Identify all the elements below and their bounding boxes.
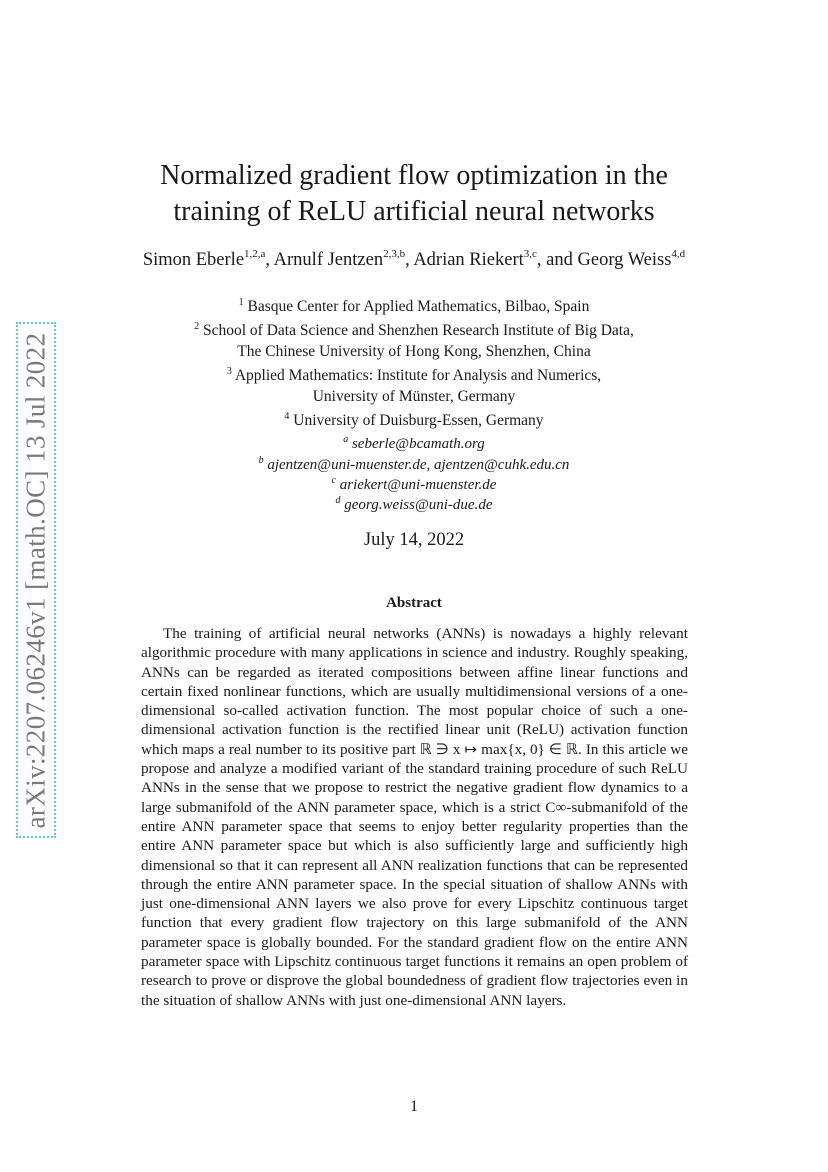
- author-name: Georg Weiss: [577, 250, 672, 270]
- email-d: [100, 495, 728, 516]
- title-line-2: training of ReLU artificial neural networks: [173, 196, 655, 227]
- affiliation-3: [100, 365, 728, 407]
- email-text: ajentzen@uni-muenster.de, ajentzen@cuhk.edu.cn: [267, 457, 570, 473]
- arxiv-identifier: arXiv:2207.06246v1 [math.OC] 13 Jul 2022: [20, 332, 51, 828]
- affiliation-line: Basque Center for Applied Mathematics, Bilbao, Spain: [247, 298, 590, 315]
- affiliation-line: University of Münster, Germany: [312, 388, 516, 405]
- page-number: 1: [410, 1098, 418, 1115]
- author-separator: ,: [265, 250, 274, 270]
- affiliation-1: [100, 296, 728, 317]
- author-separator: , and: [536, 250, 578, 270]
- publication-date: July 14, 2022: [363, 530, 465, 550]
- affiliation-2: [100, 320, 728, 362]
- affiliation-mark: 1: [238, 297, 244, 308]
- email-text: seberle@bcamath.org: [351, 436, 485, 452]
- author-marks: 2,3,b: [383, 248, 406, 260]
- email-text: georg.weiss@uni-due.de: [344, 497, 493, 513]
- author-name: Simon Eberle: [142, 250, 245, 270]
- affiliation-mark: 4: [284, 411, 290, 422]
- author-marks: 3,c: [523, 248, 537, 260]
- email-a: [100, 434, 728, 455]
- author-separator: ,: [405, 250, 414, 270]
- email-mark: b: [258, 455, 264, 466]
- affiliation-line: The Chinese University of Hong Kong, Shenzhen, China: [237, 343, 591, 360]
- email-b: [100, 455, 728, 476]
- email-text: ariekert@uni-muenster.de: [339, 477, 497, 493]
- email-mark: d: [335, 495, 341, 506]
- author-name: Adrian Riekert: [413, 250, 524, 270]
- affiliation-mark: 3: [226, 366, 232, 377]
- arxiv-stamp: [16, 322, 56, 838]
- title-line-1: Normalized gradient flow optimization in the: [160, 160, 668, 191]
- paper-title: [100, 158, 728, 230]
- abstract-heading: Abstract: [386, 595, 442, 611]
- author-name: Arnulf Jentzen: [273, 250, 384, 270]
- email-mark: a: [343, 434, 349, 445]
- email-c: [100, 475, 728, 496]
- author-marks: 1,2,a: [244, 248, 266, 260]
- affiliation-line: Applied Mathematics: Institute for Analysis and Numerics,: [234, 367, 602, 384]
- affiliation-line: University of Duisburg-Essen, Germany: [293, 412, 544, 429]
- author-marks: 4,d: [671, 248, 686, 260]
- affiliation-4: [100, 410, 728, 431]
- affiliation-line: School of Data Science and Shenzhen Research Institute of Big Data,: [203, 322, 634, 339]
- abstract-body: The training of artificial neural networks (ANNs) is nowadays a highly relevant algorithmic procedure with many applications in science and industry. Roughly speaking, ANNs can be regarded as iterated compositions between affine linear functions and certain fixed nonlinear functions, which are usually multidimensional versions of a one-dimensional so-called activation function. The most popular choice of such a one-dimensional activation function is the rectified linear unit (ReLU) activation function which maps a real number to its positive part ℝ ∋ x ↦ max{x, 0} ∈ ℝ. In this article we propose and analyze a modified variant of the standard training procedure of such ReLU ANNs in the sense that we propose to restrict the negative gradient flow dynamics to a large submanifold of the ANN parameter space, which is a strict C∞-submanifold of the entire ANN parameter space that seems to enjoy better regularity properties than the entire ANN parameter space but which is also sufficiently large and sufficiently high dimensional so that it can represent all ANN realization functions that can be represented through the entire ANN parameter space. In the special situation of shallow ANNs with just one-dimensional ANN layers we also prove for every Lipschitz continuous target function that every gradient flow trajectory on this large submanifold of the ANN parameter space is globally bounded. For the standard gradient flow on the entire ANN parameter space with Lipschitz continuous target functions it remains an open problem of research to prove or disprove the global boundedness of gradient flow trajectories even in the situation of shallow ANNs with just one-dimensional ANN layers.: [141, 625, 688, 1009]
- affiliation-mark: 2: [194, 321, 200, 332]
- author-list: [60, 250, 768, 271]
- email-mark: c: [331, 475, 336, 486]
